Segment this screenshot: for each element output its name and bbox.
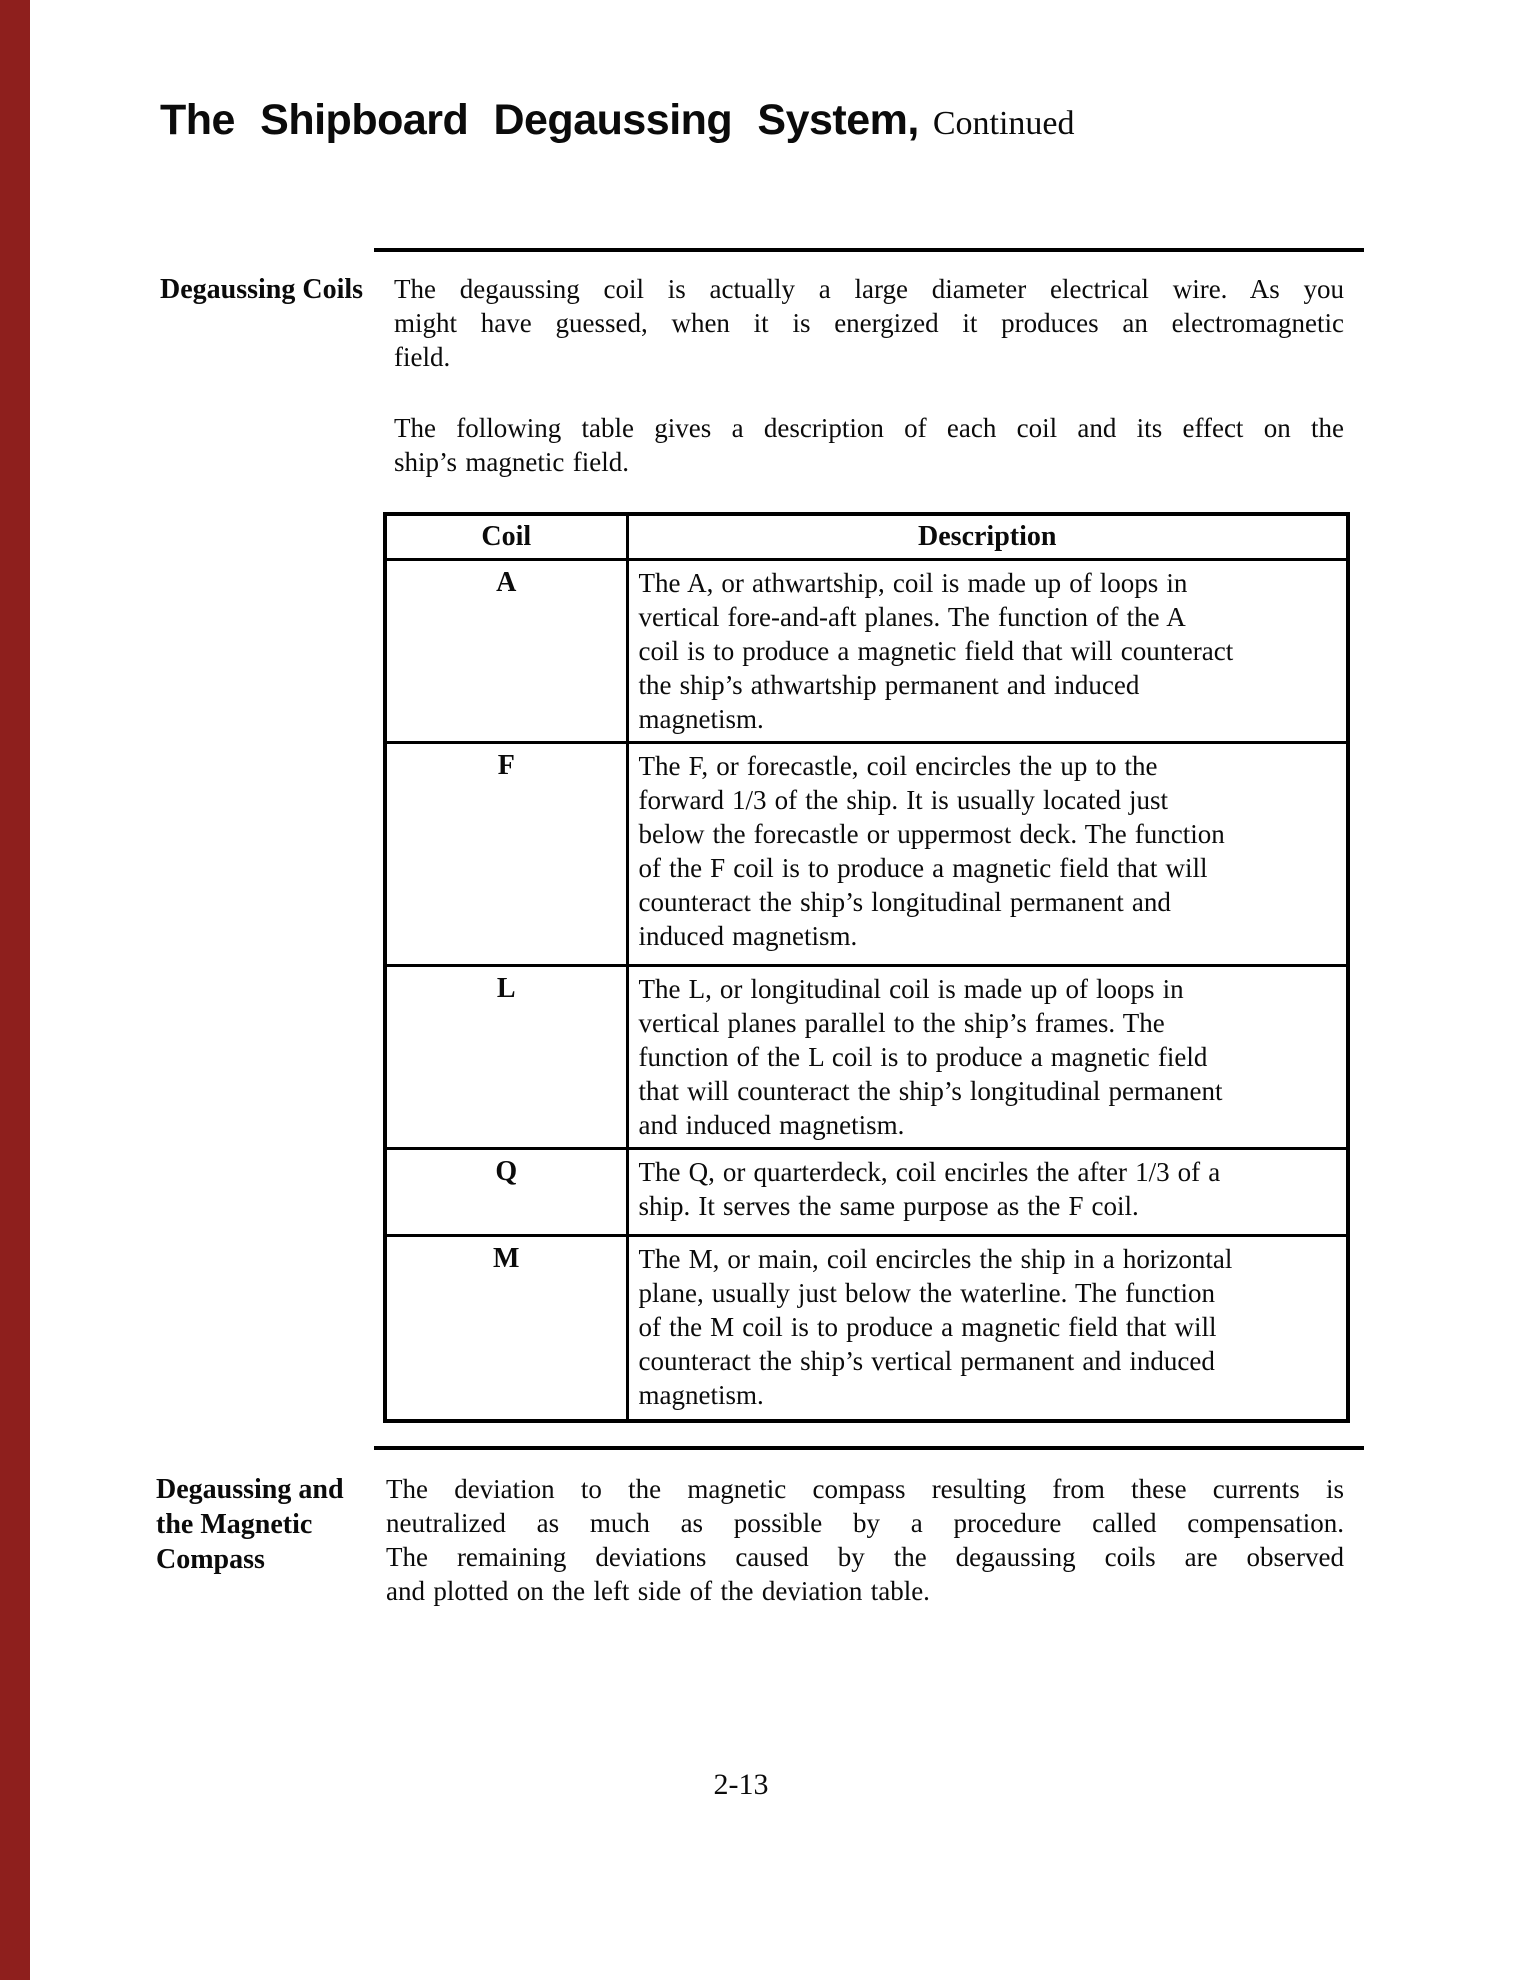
column-header-coil: Coil [385,514,627,560]
page-title-continued: Continued [932,105,1075,142]
section-label-degaussing-magnetic-compass: Degaussing and the Magnetic Compass [156,1474,344,1575]
coil-description: The L, or longitudinal coil is made up of loops in vertical planes parallel to the ship’s frames. The function of the L coil is to produce a magnetic field that will counteract the ship’s longitudinal permanent and induced magnetism. [627,966,1348,1149]
coil-description: The M, or main, coil encircles the ship in a horizontal plane, usually just below the waterline. The function of the M coil is to produce a magnetic field that will counteract the ship’s vertical permanent and induced magnetism. [627,1236,1348,1421]
coil-description: The A, or athwartship, coil is made up of loops in vertical fore-and-aft planes. The function of the A coil is to produce a magnetic field that will counteract the ship’s athwartship permanent and induced magnetism. [627,560,1348,743]
table-header-row [385,514,1348,560]
page-title [160,96,1075,145]
coil-description-table [383,512,1350,1423]
page-number: 2-13 [713,1768,769,1801]
scan-edge-bar [0,0,30,1980]
column-header-description: Description [627,514,1348,560]
coil-description: The Q, or quarterdeck, coil encirles the after 1/3 of a ship. It serves the same purpose as the F coil. [627,1149,1348,1236]
section-divider-top [374,248,1364,252]
coil-letter: A [385,560,627,743]
table-row-coil-f [385,743,1348,966]
page-title-main: The Shipboard Degaussing System, [160,96,919,144]
coil-letter: L [385,966,627,1149]
paragraph-table-lead-in: The following table gives a description of each coil and its effect on the ship’s magnetic field. [394,413,1344,477]
paragraph-magnetic-compass: The deviation to the magnetic compass resulting from these currents is neutralized as much as possible by a procedure called compensation. The remaining deviations caused by the degaussing coils are observed and plotted on the left side of the deviation table. [386,1474,1344,1606]
section-divider-bottom [374,1446,1364,1450]
table-row-coil-m [385,1236,1348,1421]
coil-description: The F, or forecastle, coil encircles the up to the forward 1/3 of the ship. It is usually located just below the forecastle or uppermost deck. The function of the F coil is to produce a magnetic field that will counteract the ship’s longitudinal permanent and induced magnetism. [627,743,1348,966]
table-row-coil-l [385,966,1348,1149]
paragraph-degaussing-coil-intro: The degaussing coil is actually a large diameter electrical wire. As you might have guessed, when it is energized it produces an electromagnetic field. [394,274,1344,372]
section-label-degaussing-coils: Degaussing Coils [160,274,364,305]
coil-letter: F [385,743,627,966]
table-row-coil-q [385,1149,1348,1236]
table-row-coil-a [385,560,1348,743]
coil-letter: M [385,1236,627,1421]
coil-letter: Q [385,1149,627,1236]
